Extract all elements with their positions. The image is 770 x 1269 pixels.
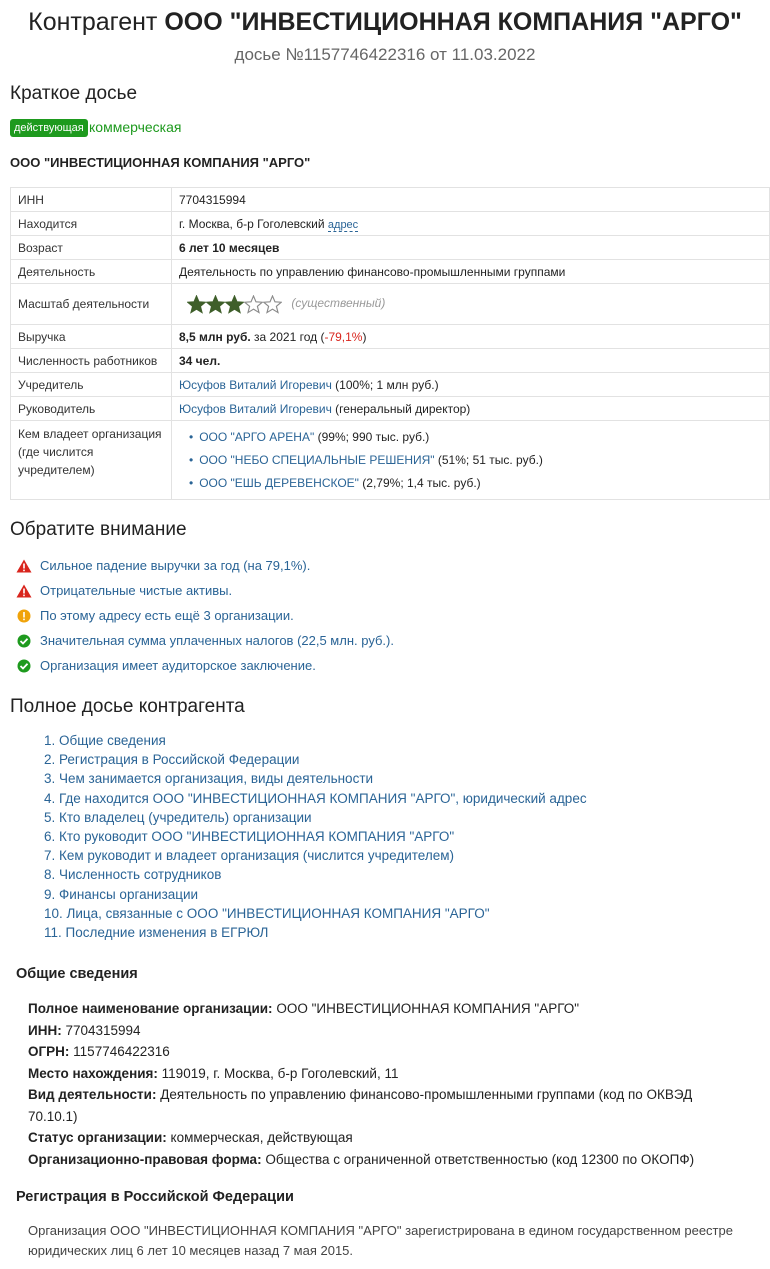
field-label: Место нахождения: bbox=[28, 1065, 158, 1081]
field-value: коммерческая, действующая bbox=[170, 1130, 353, 1145]
general-status bbox=[28, 1127, 728, 1149]
toc-item bbox=[44, 827, 587, 846]
table-row bbox=[11, 284, 770, 325]
owned-org-link[interactable]: ООО "НЕБО СПЕЦИАЛЬНЫЕ РЕШЕНИЯ" bbox=[199, 452, 435, 467]
row-label: Выручка bbox=[11, 325, 172, 349]
age-value: 6 лет 10 месяцев bbox=[172, 236, 770, 260]
registration-title: Регистрация в Российской Федерации bbox=[16, 1189, 294, 1205]
attention-link[interactable]: Отрицательные чистые активы. bbox=[40, 583, 233, 598]
row-label: Деятельность bbox=[11, 260, 172, 284]
toc-link[interactable]: 10. Лица, связанные с ООО "ИНВЕСТИЦИОННАЯ КОМПАНИЯ "АРГО" bbox=[44, 905, 490, 921]
row-label: Возраст bbox=[11, 236, 172, 260]
warning-icon bbox=[16, 584, 32, 598]
founder-link[interactable]: Юсуфов Виталий Игоревич bbox=[179, 377, 332, 392]
scale-note: (существенный) bbox=[291, 296, 386, 311]
revenue-cell bbox=[172, 325, 770, 349]
row-label: Численность работников bbox=[11, 349, 172, 373]
field-label: Организационно-правовая форма: bbox=[28, 1151, 262, 1167]
field-value: 119019, г. Москва, б-р Гоголевский, 11 bbox=[161, 1065, 399, 1081]
owned-org-details: (51%; 51 тыс. руб.) bbox=[437, 452, 543, 467]
toc-link[interactable]: 7. Кем руководит и владеет организация (числится учредителем) bbox=[44, 848, 455, 864]
general-address bbox=[28, 1063, 728, 1085]
attention-link[interactable]: По этому адресу есть ещё 3 организации. bbox=[40, 608, 294, 623]
list-item bbox=[189, 449, 762, 472]
field-value: 7704315994 bbox=[65, 1022, 141, 1038]
general-form bbox=[28, 1149, 728, 1171]
registration-text: Организация ООО "ИНВЕСТИЦИОННАЯ КОМПАНИЯ "АРГО" зарегистрирована в едином государственном реестре юридических лиц 6 лет 10 месяцев назад 7 мая 2015. bbox=[28, 1223, 733, 1258]
revenue-change: -79,1% bbox=[324, 329, 363, 344]
check-icon bbox=[16, 634, 32, 648]
row-label: Кем владеет организация (где числится учредителем) bbox=[11, 421, 172, 500]
general-activity bbox=[28, 1084, 728, 1127]
toc-link[interactable]: 1. Общие сведения bbox=[44, 733, 166, 748]
field-label: Полное наименование организации: bbox=[28, 1001, 273, 1016]
org-type-label: коммерческая bbox=[89, 119, 182, 135]
toc-link[interactable]: 4. Где находится ООО "ИНВЕСТИЦИОННАЯ КОМПАНИЯ "АРГО", юридический адрес bbox=[44, 790, 587, 806]
toc-item bbox=[44, 769, 587, 788]
toc-item bbox=[44, 885, 587, 904]
dossier-subtitle: досье №1157746422316 от 11.03.2022 bbox=[234, 45, 536, 64]
star-empty-icon bbox=[263, 295, 282, 314]
table-row bbox=[11, 236, 770, 260]
toc-item bbox=[44, 750, 587, 769]
toc-link[interactable]: 6. Кто руководит ООО "ИНВЕСТИЦИОННАЯ КОМПАНИЯ "АРГО" bbox=[44, 828, 455, 844]
field-label: ИНН: bbox=[28, 1022, 62, 1038]
owned-org-link[interactable]: ООО "АРГО АРЕНА" bbox=[199, 429, 315, 444]
attention-list bbox=[16, 553, 394, 678]
star-filled-icon bbox=[206, 295, 225, 314]
field-value: Деятельность по управлению финансово-промышленными группами (код по ОКВЭД 70.10.1) bbox=[28, 1087, 693, 1124]
status-badge: действующая bbox=[10, 119, 88, 137]
table-row bbox=[11, 260, 770, 284]
attention-title: Обратите внимание bbox=[10, 519, 187, 540]
table-row bbox=[11, 349, 770, 373]
row-label: Находится bbox=[11, 212, 172, 236]
toc-link[interactable]: 9. Финансы организации bbox=[44, 886, 199, 902]
field-value: 1157746422316 bbox=[73, 1044, 170, 1059]
list-item bbox=[189, 472, 762, 495]
table-row bbox=[11, 397, 770, 421]
general-info bbox=[28, 998, 728, 1170]
toc-link[interactable]: 5. Кто владелец (учредитель) организации bbox=[44, 809, 312, 825]
toc-item bbox=[44, 923, 587, 942]
list-item bbox=[16, 578, 394, 603]
revenue-amount: 8,5 млн руб. bbox=[179, 329, 251, 344]
row-label: Учредитель bbox=[11, 373, 172, 397]
title-company-name: ООО "ИНВЕСТИЦИОННАЯ КОМПАНИЯ "АРГО" bbox=[164, 8, 742, 36]
table-row bbox=[11, 188, 770, 212]
list-item bbox=[189, 426, 762, 449]
address-link[interactable]: адрес bbox=[327, 218, 359, 231]
director-cell bbox=[172, 397, 770, 421]
list-item bbox=[16, 603, 394, 628]
toc-link[interactable]: 8. Численность сотрудников bbox=[44, 867, 222, 883]
field-value: ООО "ИНВЕСТИЦИОННАЯ КОМПАНИЯ "АРГО" bbox=[276, 1001, 580, 1016]
attention-link[interactable]: Организация имеет аудиторское заключение. bbox=[40, 658, 316, 673]
check-icon bbox=[16, 659, 32, 673]
general-full-name bbox=[28, 998, 728, 1020]
field-label: Вид деятельности: bbox=[28, 1087, 157, 1102]
owned-cell bbox=[172, 421, 770, 500]
field-label: Статус организации: bbox=[28, 1130, 167, 1145]
star-filled-icon bbox=[187, 295, 206, 314]
table-row bbox=[11, 421, 770, 500]
revenue-period: за 2021 год ( bbox=[254, 329, 325, 344]
location-cell bbox=[172, 212, 770, 236]
toc-item bbox=[44, 865, 587, 884]
attention-link[interactable]: Сильное падение выручки за год (на 79,1%). bbox=[40, 558, 311, 573]
toc-link[interactable]: 2. Регистрация в Российской Федерации bbox=[44, 752, 300, 768]
location-value: г. Москва, б-р Гоголевский bbox=[179, 216, 325, 231]
employees-value: 34 чел. bbox=[172, 349, 770, 373]
founder-details: (100%; 1 млн руб.) bbox=[335, 377, 439, 392]
activity-value: Деятельность по управлению финансово-промышленными группами bbox=[172, 260, 770, 284]
toc-link[interactable]: 3. Чем занимается организация, виды деятельности bbox=[44, 771, 374, 787]
field-label: ОГРН: bbox=[28, 1044, 70, 1059]
table-of-contents bbox=[44, 731, 587, 942]
toc-item bbox=[44, 846, 587, 865]
full-dossier-title: Полное досье контрагента bbox=[10, 696, 245, 717]
list-item bbox=[16, 628, 394, 653]
scale-cell bbox=[172, 284, 770, 325]
general-ogrn bbox=[28, 1041, 728, 1063]
info-icon bbox=[16, 609, 32, 623]
general-title: Общие сведения bbox=[16, 966, 138, 982]
inn-value: 7704315994 bbox=[172, 188, 770, 212]
row-label: Руководитель bbox=[11, 397, 172, 421]
title-prefix: Контрагент bbox=[28, 8, 158, 36]
star-filled-icon bbox=[225, 295, 244, 314]
toc-item bbox=[44, 904, 587, 923]
brief-table bbox=[10, 187, 770, 500]
row-label: Масштаб деятельности bbox=[11, 284, 172, 325]
general-inn bbox=[28, 1020, 728, 1042]
owned-list bbox=[179, 426, 762, 495]
brief-company-name: ООО "ИНВЕСТИЦИОННАЯ КОМПАНИЯ "АРГО" bbox=[10, 155, 311, 170]
attention-link[interactable]: Значительная сумма уплаченных налогов (22,5 млн. руб.). bbox=[40, 633, 394, 648]
toc-item bbox=[44, 731, 587, 750]
rating-stars bbox=[187, 295, 282, 314]
table-row bbox=[11, 325, 770, 349]
director-link[interactable]: Юсуфов Виталий Игоревич bbox=[179, 401, 332, 416]
list-item bbox=[16, 653, 394, 678]
table-row bbox=[11, 373, 770, 397]
brief-title: Краткое досье bbox=[10, 83, 138, 104]
warning-icon bbox=[16, 559, 32, 573]
page-title bbox=[0, 8, 770, 37]
director-details: (генеральный директор) bbox=[335, 401, 471, 416]
owned-org-details: (99%; 990 тыс. руб.) bbox=[317, 429, 430, 444]
field-value: Общества с ограниченной ответственностью (код 12300 по ОКОПФ) bbox=[265, 1151, 695, 1167]
star-empty-icon bbox=[244, 295, 263, 314]
owned-org-details: (2,79%; 1,4 тыс. руб.) bbox=[362, 475, 481, 490]
revenue-close: ) bbox=[362, 329, 367, 344]
row-label: ИНН bbox=[11, 188, 172, 212]
owned-org-link[interactable]: ООО "ЕШЬ ДЕРЕВЕНСКОЕ" bbox=[199, 475, 359, 490]
toc-item bbox=[44, 808, 587, 827]
table-row bbox=[11, 212, 770, 236]
toc-link[interactable]: 11. Последние изменения в ЕГРЮЛ bbox=[44, 924, 269, 940]
toc-item bbox=[44, 789, 587, 808]
list-item bbox=[16, 553, 394, 578]
founder-cell bbox=[172, 373, 770, 397]
